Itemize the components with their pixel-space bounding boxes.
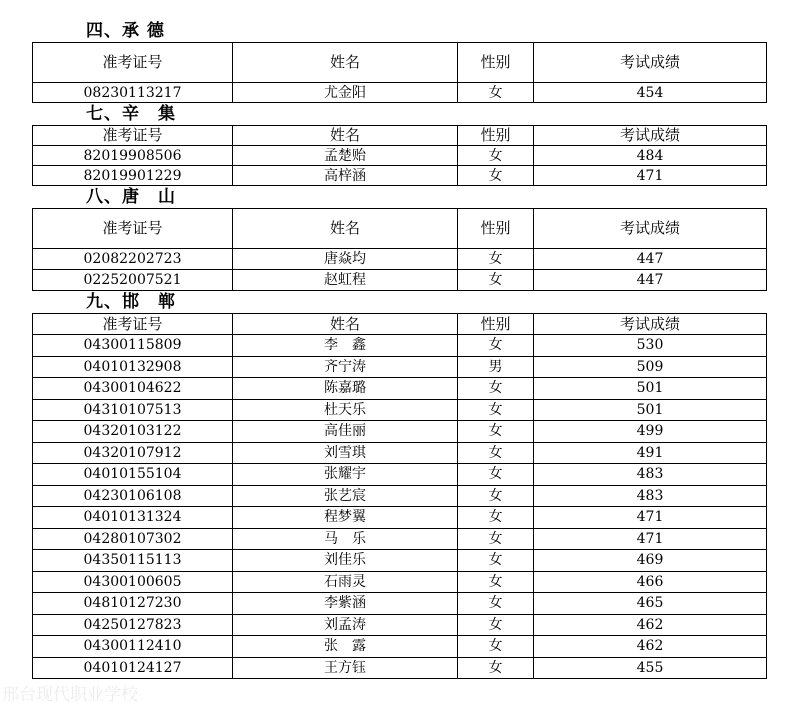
cell-name: 高佳丽 bbox=[233, 421, 458, 443]
header-gender: 性别 bbox=[458, 126, 534, 146]
cell-gender: 女 bbox=[458, 528, 534, 550]
table-row bbox=[33, 464, 767, 486]
header-exam-id: 准考证号 bbox=[33, 314, 233, 335]
cell-exam-id: 04350115113 bbox=[33, 550, 233, 572]
table-row bbox=[33, 83, 767, 103]
cell-exam-id: 04320107912 bbox=[33, 442, 233, 464]
section-title-chengde: 四、承 德 bbox=[86, 21, 165, 41]
cell-name: 石雨灵 bbox=[233, 571, 458, 593]
header-gender: 性别 bbox=[458, 43, 534, 83]
table-row bbox=[33, 571, 767, 593]
cell-exam-id: 04300104622 bbox=[33, 378, 233, 400]
table-row bbox=[33, 528, 767, 550]
cell-gender: 女 bbox=[458, 399, 534, 421]
cell-score: 466 bbox=[534, 571, 767, 593]
cell-name: 齐宁涛 bbox=[233, 356, 458, 378]
header-exam-id: 准考证号 bbox=[33, 126, 233, 146]
cell-exam-id: 04300112410 bbox=[33, 636, 233, 658]
cell-exam-id: 08230113217 bbox=[33, 83, 233, 103]
cell-exam-id: 04310107513 bbox=[33, 399, 233, 421]
cell-gender: 女 bbox=[458, 378, 534, 400]
cell-exam-id: 04300115809 bbox=[33, 335, 233, 357]
cell-score: 462 bbox=[534, 614, 767, 636]
cell-gender: 女 bbox=[458, 464, 534, 486]
cell-score: 462 bbox=[534, 636, 767, 658]
header-exam-id: 准考证号 bbox=[33, 209, 233, 249]
cell-score: 484 bbox=[534, 146, 767, 166]
table-row bbox=[33, 614, 767, 636]
header-score: 考试成绩 bbox=[534, 126, 767, 146]
cell-score: 501 bbox=[534, 399, 767, 421]
cell-exam-id: 04250127823 bbox=[33, 614, 233, 636]
cell-score: 530 bbox=[534, 335, 767, 357]
cell-exam-id: 02252007521 bbox=[33, 270, 233, 291]
cell-score: 501 bbox=[534, 378, 767, 400]
cell-name: 孟楚贻 bbox=[233, 146, 458, 166]
score-table-chengde bbox=[32, 42, 767, 103]
cell-exam-id: 82019901229 bbox=[33, 166, 233, 186]
cell-name: 尤金阳 bbox=[233, 83, 458, 103]
cell-gender: 女 bbox=[458, 83, 534, 103]
cell-gender: 女 bbox=[458, 550, 534, 572]
header-exam-id: 准考证号 bbox=[33, 43, 233, 83]
cell-score: 483 bbox=[534, 464, 767, 486]
cell-name: 张耀宇 bbox=[233, 464, 458, 486]
cell-name: 刘孟涛 bbox=[233, 614, 458, 636]
cell-exam-id: 04280107302 bbox=[33, 528, 233, 550]
header-score: 考试成绩 bbox=[534, 314, 767, 335]
cell-gender: 女 bbox=[458, 335, 534, 357]
cell-exam-id: 04230106108 bbox=[33, 485, 233, 507]
table-row bbox=[33, 636, 767, 658]
score-table-xinji bbox=[32, 125, 767, 186]
cell-name: 赵虹程 bbox=[233, 270, 458, 291]
cell-gender: 女 bbox=[458, 571, 534, 593]
cell-name: 高梓涵 bbox=[233, 166, 458, 186]
cell-name: 陈嘉璐 bbox=[233, 378, 458, 400]
table-header-row bbox=[33, 314, 767, 335]
cell-exam-id: 04010124127 bbox=[33, 657, 233, 679]
table-header-row bbox=[33, 43, 767, 83]
cell-gender: 女 bbox=[458, 657, 534, 679]
section-title-handan: 九、邯 郸 bbox=[86, 292, 176, 312]
cell-exam-id: 04010132908 bbox=[33, 356, 233, 378]
cell-gender: 女 bbox=[458, 636, 534, 658]
cell-gender: 女 bbox=[458, 442, 534, 464]
score-table-tangshan bbox=[32, 208, 767, 291]
cell-score: 465 bbox=[534, 593, 767, 615]
header-gender: 性别 bbox=[458, 314, 534, 335]
cell-score: 447 bbox=[534, 270, 767, 291]
cell-name: 张 露 bbox=[233, 636, 458, 658]
header-name: 姓名 bbox=[233, 209, 458, 249]
table-row bbox=[33, 442, 767, 464]
cell-name: 王方钰 bbox=[233, 657, 458, 679]
table-header-row bbox=[33, 126, 767, 146]
cell-score: 483 bbox=[534, 485, 767, 507]
table-row bbox=[33, 166, 767, 186]
header-name: 姓名 bbox=[233, 43, 458, 83]
header-gender: 性别 bbox=[458, 209, 534, 249]
cell-name: 张艺宸 bbox=[233, 485, 458, 507]
cell-score: 509 bbox=[534, 356, 767, 378]
header-score: 考试成绩 bbox=[534, 209, 767, 249]
cell-gender: 女 bbox=[458, 146, 534, 166]
cell-score: 471 bbox=[534, 528, 767, 550]
table-row bbox=[33, 270, 767, 291]
cell-score: 454 bbox=[534, 83, 767, 103]
cell-score: 471 bbox=[534, 166, 767, 186]
table-row bbox=[33, 421, 767, 443]
cell-name: 程梦翼 bbox=[233, 507, 458, 529]
table-row bbox=[33, 507, 767, 529]
watermark-text: 邢台现代职业学校 bbox=[2, 685, 138, 705]
cell-gender: 女 bbox=[458, 614, 534, 636]
cell-exam-id: 02082202723 bbox=[33, 249, 233, 270]
cell-name: 唐焱均 bbox=[233, 249, 458, 270]
table-row bbox=[33, 249, 767, 270]
cell-gender: 女 bbox=[458, 249, 534, 270]
cell-score: 471 bbox=[534, 507, 767, 529]
cell-exam-id: 04010155104 bbox=[33, 464, 233, 486]
section-title-xinji: 七、辛 集 bbox=[86, 104, 176, 124]
cell-gender: 女 bbox=[458, 166, 534, 186]
cell-gender: 女 bbox=[458, 507, 534, 529]
cell-gender: 女 bbox=[458, 485, 534, 507]
header-name: 姓名 bbox=[233, 126, 458, 146]
cell-name: 杜天乐 bbox=[233, 399, 458, 421]
table-row bbox=[33, 593, 767, 615]
section-title-tangshan: 八、唐 山 bbox=[86, 187, 176, 207]
cell-exam-id: 04810127230 bbox=[33, 593, 233, 615]
cell-name: 刘佳乐 bbox=[233, 550, 458, 572]
score-table-handan bbox=[32, 313, 767, 679]
table-row bbox=[33, 378, 767, 400]
header-name: 姓名 bbox=[233, 314, 458, 335]
table-row bbox=[33, 399, 767, 421]
cell-name: 马 乐 bbox=[233, 528, 458, 550]
cell-gender: 女 bbox=[458, 270, 534, 291]
cell-exam-id: 04010131324 bbox=[33, 507, 233, 529]
table-row bbox=[33, 356, 767, 378]
cell-gender: 女 bbox=[458, 593, 534, 615]
table-row bbox=[33, 550, 767, 572]
cell-score: 447 bbox=[534, 249, 767, 270]
cell-name: 李紫涵 bbox=[233, 593, 458, 615]
cell-score: 491 bbox=[534, 442, 767, 464]
cell-name: 刘雪琪 bbox=[233, 442, 458, 464]
header-score: 考试成绩 bbox=[534, 43, 767, 83]
table-row bbox=[33, 335, 767, 357]
cell-score: 499 bbox=[534, 421, 767, 443]
table-header-row bbox=[33, 209, 767, 249]
cell-gender: 女 bbox=[458, 421, 534, 443]
table-row bbox=[33, 485, 767, 507]
table-row bbox=[33, 146, 767, 166]
cell-exam-id: 04320103122 bbox=[33, 421, 233, 443]
cell-score: 455 bbox=[534, 657, 767, 679]
cell-exam-id: 82019908506 bbox=[33, 146, 233, 166]
table-row bbox=[33, 657, 767, 679]
cell-name: 李 鑫 bbox=[233, 335, 458, 357]
cell-score: 469 bbox=[534, 550, 767, 572]
cell-gender: 男 bbox=[458, 356, 534, 378]
cell-exam-id: 04300100605 bbox=[33, 571, 233, 593]
